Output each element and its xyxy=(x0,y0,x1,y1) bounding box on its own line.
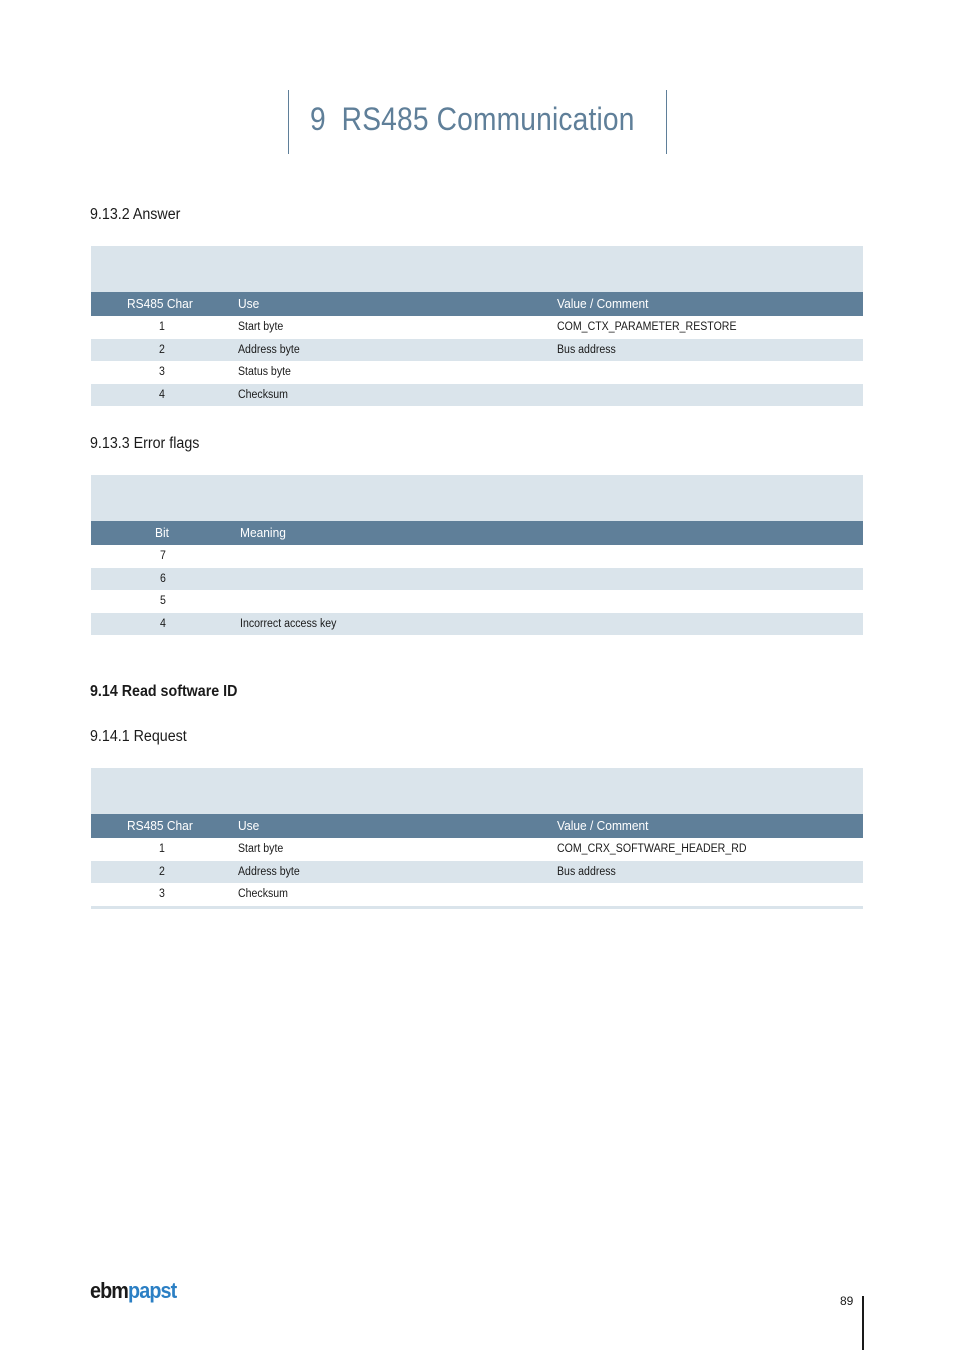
cell-char: 3 xyxy=(159,366,165,378)
table-row xyxy=(91,590,863,613)
header-meaning: Meaning xyxy=(240,525,286,540)
table-row xyxy=(91,613,863,636)
cell-bit: 7 xyxy=(160,550,166,562)
cell-value: Bus address xyxy=(557,343,616,356)
table-row xyxy=(91,861,863,884)
cell-char: 1 xyxy=(159,843,165,855)
cell-use: Start byte xyxy=(238,843,284,855)
header-use: Use xyxy=(238,818,260,833)
cell-bit: 4 xyxy=(160,617,166,630)
chapter-number: 9 xyxy=(310,101,326,137)
table-row xyxy=(91,545,863,568)
table-row xyxy=(91,838,863,861)
header-use: Use xyxy=(238,296,260,311)
cell-value: COM_CTX_PARAMETER_RESTORE xyxy=(557,321,737,333)
cell-value: COM_CRX_SOFTWARE_HEADER_RD xyxy=(557,843,747,855)
table-row xyxy=(91,316,863,339)
table-row xyxy=(91,361,863,384)
header-rs485-char: RS485 Char xyxy=(127,818,193,833)
chapter-title-text: RS485 Communication xyxy=(341,101,635,137)
cell-meaning: Incorrect access key xyxy=(240,617,337,630)
logo-part-papst: papst xyxy=(128,1278,177,1303)
cell-char: 3 xyxy=(159,888,165,900)
header-value-comment: Value / Comment xyxy=(557,818,649,833)
cell-use: Start byte xyxy=(238,321,284,333)
cell-value: Bus address xyxy=(557,865,616,878)
table-row xyxy=(91,384,863,407)
table-row xyxy=(91,568,863,591)
table-header-row xyxy=(91,292,863,316)
section-heading-error-flags: 9.13.3 Error flags xyxy=(90,435,200,452)
cell-char: 2 xyxy=(159,865,165,878)
cell-use: Address byte xyxy=(238,865,300,878)
section-heading-request: 9.14.1 Request xyxy=(90,728,187,745)
table-caption-band xyxy=(91,246,863,292)
header-value-comment: Value / Comment xyxy=(557,296,649,311)
page-number: 89 xyxy=(840,1294,854,1308)
table-bottom-rule xyxy=(91,906,863,909)
error-flags-table xyxy=(91,475,863,635)
ebmpapst-logo xyxy=(90,1278,176,1304)
cell-char: 1 xyxy=(159,321,165,333)
cell-bit: 6 xyxy=(160,572,166,585)
table-caption-band xyxy=(91,475,863,521)
cell-char: 2 xyxy=(159,343,165,356)
chapter-title xyxy=(310,101,635,138)
table-row xyxy=(91,883,863,906)
table-header-row xyxy=(91,814,863,838)
section-heading-read-software-id: 9.14 Read software ID xyxy=(90,683,238,700)
cell-bit: 5 xyxy=(160,595,166,607)
table-header-row xyxy=(91,521,863,545)
header-bit: Bit xyxy=(155,525,169,540)
cell-char: 4 xyxy=(159,388,165,401)
cell-use: Status byte xyxy=(238,366,291,378)
logo-part-ebm: ebm xyxy=(90,1278,129,1303)
page-number-rule xyxy=(862,1296,864,1350)
cell-use: Checksum xyxy=(238,888,288,900)
request-table xyxy=(91,768,863,909)
header-rs485-char: RS485 Char xyxy=(127,296,193,311)
answer-table xyxy=(91,246,863,406)
section-heading-answer: 9.13.2 Answer xyxy=(90,206,181,223)
cell-use: Checksum xyxy=(238,388,288,401)
cell-use: Address byte xyxy=(238,343,300,356)
table-row xyxy=(91,339,863,362)
table-caption-band xyxy=(91,768,863,814)
